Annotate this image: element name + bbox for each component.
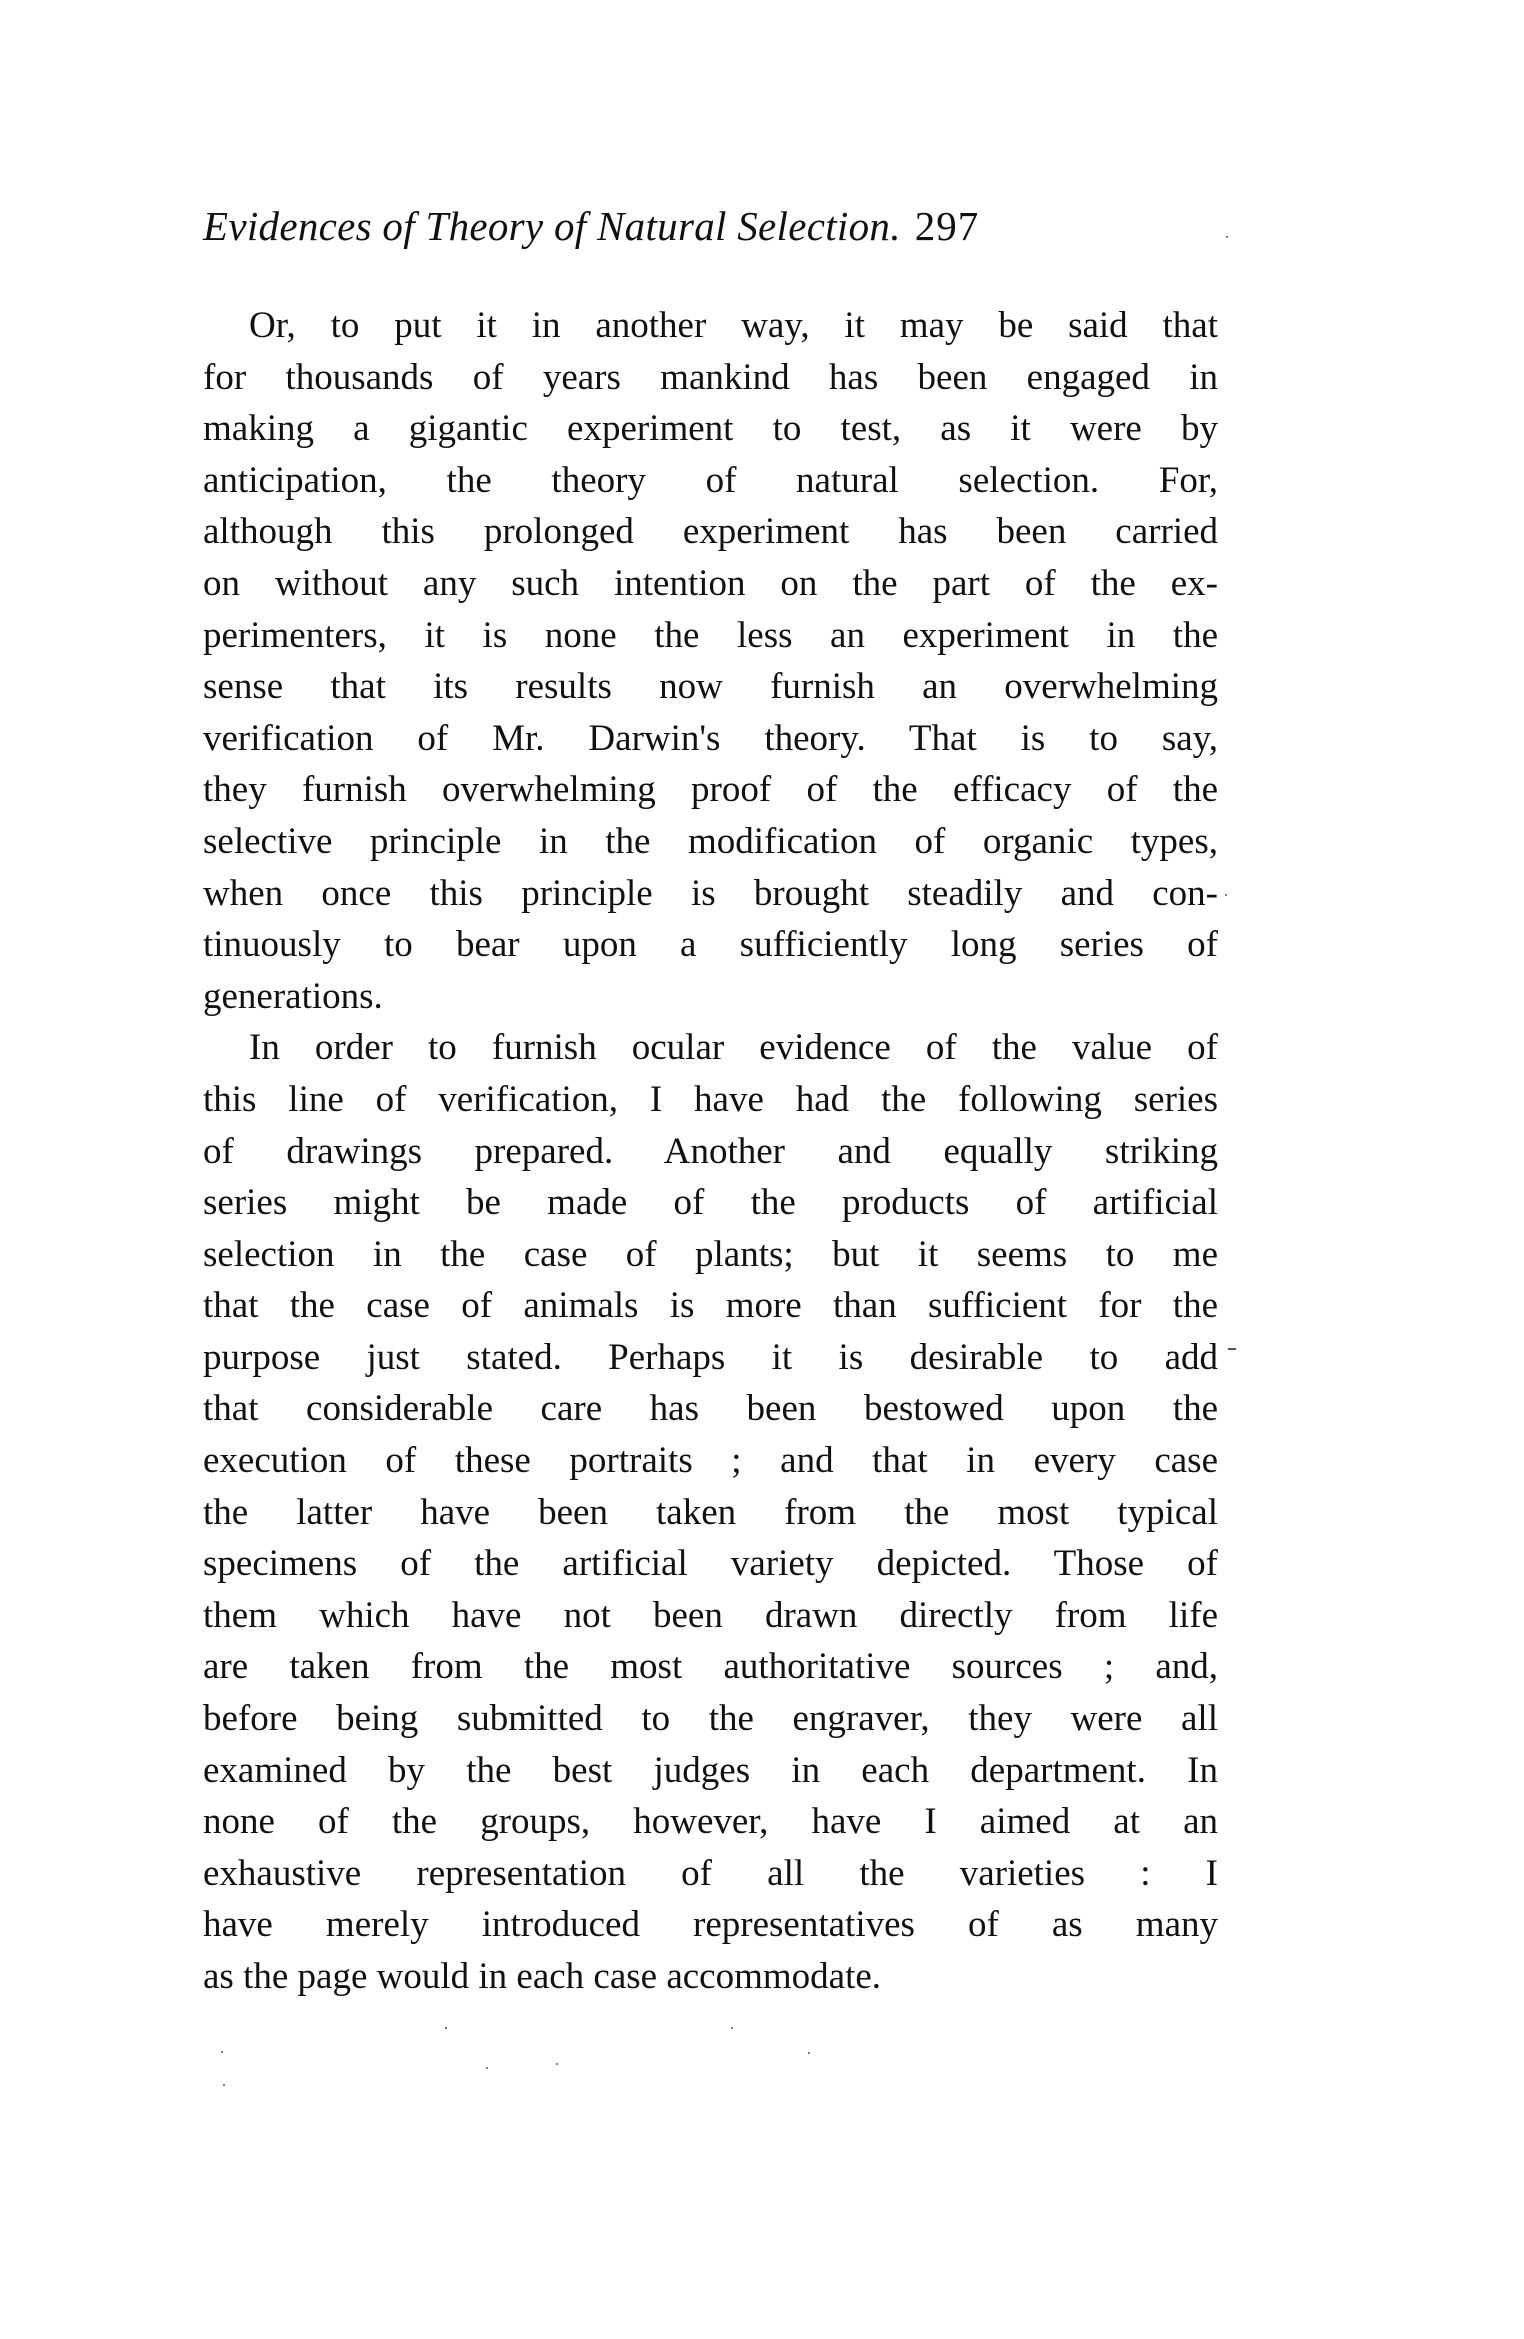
scan-speck — [808, 2052, 810, 2054]
text-line: as the page would in each case accommodate. — [203, 1956, 882, 1997]
text-line: them which have not been drawn directly from life — [203, 1594, 1218, 1636]
text-line: purpose just stated. Perhaps it is desirable to add — [203, 1336, 1218, 1378]
page-number: 297 — [914, 203, 980, 249]
scan-speck — [445, 2027, 447, 2029]
text-line: this line of verification, I have had the following series — [203, 1078, 1218, 1120]
text-line: series might be made of the products of artificial — [203, 1182, 1218, 1224]
text-line: making a gigantic experiment to test, as it were by — [203, 408, 1218, 450]
text-line: of drawings prepared. Another and equally striking — [203, 1130, 1218, 1172]
text-line: exhaustive representation of all the varieties : I — [203, 1852, 1218, 1894]
running-head — [203, 196, 1233, 256]
running-head-title: Evidences of Theory of Natural Selection. — [203, 203, 901, 249]
text-line: selection in the case of plants; but it seems to me — [203, 1233, 1218, 1275]
scan-speck — [1228, 1348, 1236, 1350]
body-text — [203, 300, 1218, 2003]
text-line: execution of these portraits ; and that in every case — [203, 1440, 1218, 1482]
text-line: for thousands of years mankind has been engaged in — [203, 356, 1218, 398]
scan-speck — [556, 2063, 558, 2065]
text-line: perimenters, it is none the less an experiment in the — [203, 614, 1218, 656]
paragraph — [203, 1022, 1218, 2002]
text-line: Or, to put it in another way, it may be said that — [249, 305, 1218, 346]
scan-speck — [731, 2027, 733, 2029]
text-line: selective principle in the modification of organic types, — [203, 820, 1218, 862]
text-line: the latter have been taken from the most typical — [203, 1491, 1218, 1533]
text-line: have merely introduced representatives of as many — [203, 1904, 1218, 1946]
text-line: verification of Mr. Darwin's theory. That is to say, — [203, 717, 1218, 759]
text-line: when once this principle is brought steadily and con- — [203, 872, 1218, 914]
text-line: are taken from the most authoritative sources ; and, — [203, 1646, 1218, 1688]
text-line: examined by the best judges in each department. In — [203, 1749, 1218, 1791]
text-line: on without any such intention on the part of the ex- — [203, 562, 1218, 604]
text-line: generations. — [203, 975, 383, 1017]
text-line: that considerable care has been bestowed upon the — [203, 1388, 1218, 1430]
text-line: they furnish overwhelming proof of the efficacy of the — [203, 769, 1218, 811]
scan-speck — [221, 2051, 223, 2053]
text-line: specimens of the artificial variety depicted. Those of — [203, 1543, 1218, 1585]
scan-speck — [1226, 236, 1228, 238]
scan-speck — [1225, 894, 1227, 896]
text-line: sense that its results now furnish an overwhelming — [203, 666, 1218, 708]
paragraph — [203, 300, 1218, 1022]
text-line: In order to furnish ocular evidence of the value of — [249, 1027, 1218, 1069]
scan-speck — [223, 2084, 225, 2086]
text-line: that the case of animals is more than sufficient for the — [203, 1285, 1218, 1327]
text-line: before being submitted to the engraver, they were all — [203, 1698, 1218, 1740]
scan-speck — [486, 2067, 488, 2069]
text-line: tinuously to bear upon a sufficiently long series of — [203, 924, 1218, 966]
text-line: although this prolonged experiment has been carried — [203, 511, 1218, 553]
text-line: anticipation, the theory of natural selection. For, — [203, 459, 1218, 501]
text-line: none of the groups, however, have I aimed at an — [203, 1801, 1218, 1843]
